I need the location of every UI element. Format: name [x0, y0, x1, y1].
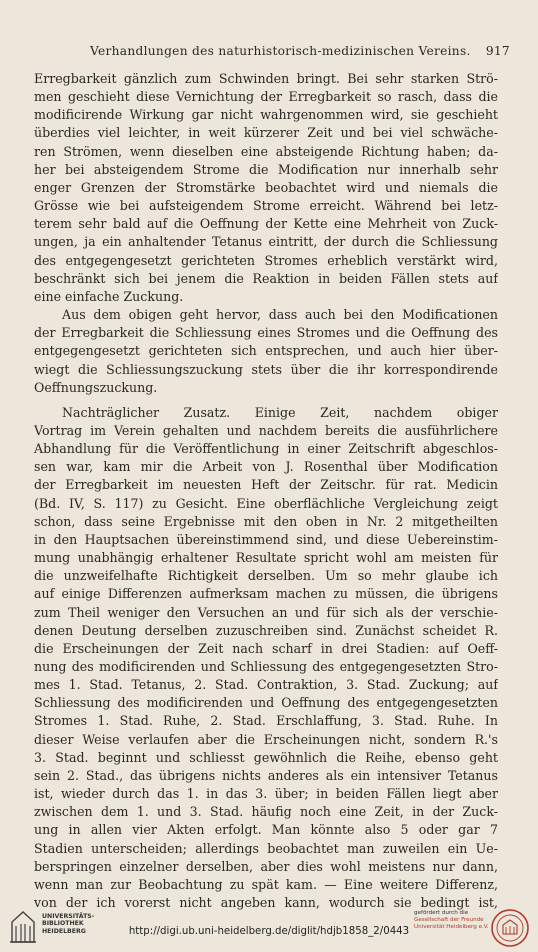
- text-line: 3. Stad. beginnt und schliesst gewöhnlich die Reihe, ebenso geht: [34, 749, 498, 765]
- text-line: mung unabhängig erhaltener Resultate spricht wohl am meisten für: [34, 550, 498, 566]
- text-line: (Bd. IV, S. 117) zu Gesicht. Eine oberflächliche Vergleichung zeigt: [34, 495, 498, 511]
- text-line: schon, dass seine Ergebnisse mit den oben in Nr. 2 mitgetheilten: [34, 513, 498, 529]
- library-name: UNIVERSITÄTS- BIBLIOTHEK HEIDELBERG: [42, 913, 95, 935]
- text-line: denen Deutung derselben zuzuschreiben sind. Zunächst scheidet R.: [34, 622, 498, 638]
- text-line: modificirende Wirkung gar nicht wahrgenommen wird, sie geschieht: [34, 107, 498, 123]
- text-line: auf einige Differenzen aufmerksam machen zu müssen, die übrigens: [34, 586, 498, 602]
- text-line: Nachträglicher Zusatz. Einige Zeit, nachdem obiger: [62, 404, 498, 420]
- text-line: terem sehr bald auf die Oeffnung der Kette eine Mehrheit von Zuck-: [34, 216, 498, 232]
- text-line: von der ich vorerst nicht angeben kann, wodurch sie bedingt ist,: [34, 895, 498, 911]
- source-url-link[interactable]: http://digi.ub.uni-heidelberg.de/diglit/hdjb1858_2/0443: [128, 926, 410, 937]
- text-line: sein 2. Stad., das übrigens nichts anderes als ein intensiver Tetanus: [34, 767, 498, 783]
- text-line: beschränkt sich bei jenem die Reaktion in beiden Fällen stets auf: [34, 270, 498, 286]
- text-line: dieser Weise verlaufen aber die Erscheinungen nicht, sondern R.'s: [34, 731, 498, 747]
- text-line: zwischen dem 1. und 3. Stad. häufig noch eine Zeit, in der Zuck-: [34, 804, 498, 820]
- text-line: entgegengesetzt gerichteten sich entsprechen, und auch hier über-: [34, 343, 498, 359]
- text-line: ungen, ja ein anhaltender Tetanus eintritt, der durch die Schliessung: [34, 234, 498, 250]
- text-line: Abhandlung für die Veröffentlichung in einer Zeitschrift abgeschlos-: [34, 441, 498, 457]
- text-line: Aus dem obigen geht hervor, dass auch bei den Modificationen: [62, 307, 498, 323]
- text-line: eine einfache Zuckung.: [34, 288, 184, 304]
- digitization-footer: [0, 902, 538, 952]
- text-line: Stromes 1. Stad. Ruhe, 2. Stad. Erschlaffung, 3. Stad. Ruhe. In: [34, 713, 498, 729]
- text-line: Schliessung des modificirenden und Oeffnung des entgegengesetzten: [34, 695, 498, 711]
- university-seal-icon: [490, 908, 530, 948]
- text-line: zum Theil weniger den Versuchen an und für sich als der verschie-: [34, 604, 498, 620]
- text-line: der Erregbarkeit im neuesten Heft der Zeitschr. für rat. Medicin: [34, 477, 498, 493]
- text-line: die Erscheinungen der Zeit nach scharf in drei Stadien: auf Oeff-: [34, 640, 498, 656]
- text-line: mes 1. Stad. Tetanus, 2. Stad. Contraktion, 3. Stad. Zuckung; auf: [34, 677, 498, 693]
- text-line: des entgegengesetzt gerichteten Stromes erheblich verstärkt wird,: [34, 252, 498, 268]
- text-line: ist, wieder durch das 1. in das 3. über; in beiden Fällen liegt aber: [34, 786, 498, 802]
- text-line: Grösse wie bei aufsteigendem Strome erreicht. Während bei letz-: [34, 198, 498, 214]
- text-line: Erregbarkeit gänzlich zum Schwinden bringt. Bei sehr starken Strö-: [34, 71, 498, 86]
- text-line: Oeffnungszuckung.: [34, 379, 158, 395]
- text-line: die unzweifelhafte Richtigkeit derselben. Um so mehr glaube ich: [34, 568, 498, 584]
- body-text: [34, 70, 498, 912]
- text-line: nung des modificirenden und Schliessung des entgegengesetzten Stro-: [34, 659, 498, 674]
- text-line: berspringen einzelner derselben, aber dies wohl meistens nur dann,: [34, 858, 498, 874]
- running-header: [90, 44, 510, 58]
- text-line: her bei absteigendem Strome die Modification nur innerhalb sehr: [34, 161, 498, 177]
- text-line: men geschieht diese Vernichtung der Erregbarkeit so rasch, dass die: [34, 89, 498, 105]
- text-line: der Erregbarkeit die Schliessung eines Stromes und die Oeffnung des: [34, 325, 498, 341]
- text-line: enger Grenzen der Stromstärke beobachtet wird und niemals die: [34, 179, 498, 195]
- text-line: Vortrag im Verein gehalten und nachdem bereits die ausführlichere: [34, 422, 498, 438]
- text-line: ung in allen vier Akten erfolgt. Man könnte also 5 oder gar 7: [34, 822, 498, 838]
- text-line: Stadien unterscheiden; allerdings beobachtet man zuweilen ein Ue-: [34, 840, 498, 856]
- text-line: ren Strömen, wenn dieselben eine absteigende Richtung haben; da-: [34, 143, 498, 159]
- text-line: überdies viel leichter, in weit kürzerer Zeit und bei viel schwäche-: [34, 125, 498, 141]
- sponsor-note: gefördert durch die Gesellschaft der Freunde Universität Heidelberg e.V.: [414, 910, 489, 930]
- text-line: wiegt die Schliessungszuckung stets über die ihr korrespondirende: [34, 361, 498, 377]
- page-number: 917: [485, 44, 510, 58]
- text-line: wenn man zur Beobachtung zu spät kam. — Eine weitere Differenz,: [34, 876, 498, 892]
- text-line: sen war, kam mir die Arbeit von J. Rosenthal über Modification: [34, 459, 498, 475]
- text-line: in den Hauptsachen übereinstimmend sind, und diese Uebereinstim-: [34, 531, 498, 547]
- header-title: Verhandlungen des naturhistorisch-medizinischen Vereins.: [90, 44, 471, 58]
